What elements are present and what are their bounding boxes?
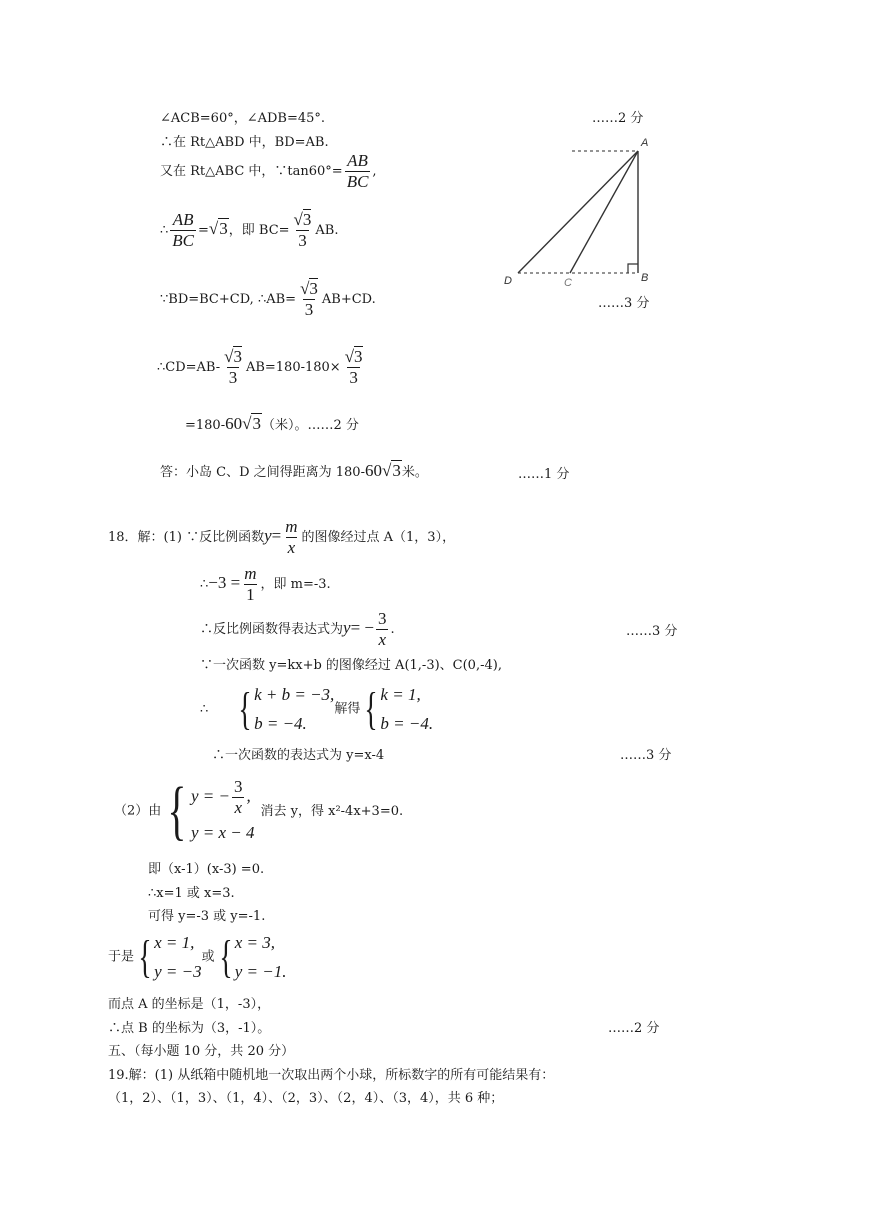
p19-line-2: （1，2）、（1，3）、（1，4）、（2，3）、（2，4）、（3，4），共 6 种；	[108, 1091, 504, 1106]
p17-score-2: ……3 分	[598, 296, 650, 311]
brace-icon: {	[238, 683, 252, 734]
p17-answer-text: 答：小岛 C、D 之间得距离为 180-	[160, 465, 365, 480]
system-row: k + b = −3,	[254, 685, 335, 704]
section-5-title: 五、（每小题 10 分，共 20 分）	[108, 1044, 295, 1059]
sqrt-3: √3	[208, 218, 228, 238]
p18-score-3: ……2 分	[608, 1021, 660, 1036]
fraction-denominator: x	[234, 798, 242, 818]
p18-solution-a	[134, 928, 202, 986]
p17-sqrt3-over-3	[298, 280, 320, 319]
p18-m-over-x	[283, 518, 299, 557]
therefore-symbol: ∴	[200, 576, 209, 592]
p17-tan60-comma: ,	[372, 163, 377, 179]
p18-lhs: −3 =	[208, 572, 241, 592]
fraction-numerator: √3	[300, 279, 318, 298]
radicand: 3	[252, 414, 261, 433]
p18-line-10: 可得 y=-3 或 y=-1.	[148, 909, 266, 924]
radicand: 3	[354, 347, 363, 366]
p18-score-1: ……3 分	[626, 624, 678, 639]
p18-line-3	[200, 610, 395, 649]
p17-line-bd-sum	[160, 280, 376, 319]
p17-answer	[160, 461, 428, 481]
radicand: 3	[302, 210, 312, 229]
label-c: C	[564, 277, 572, 289]
p18-line-11	[108, 928, 286, 986]
fraction-numerator: m	[285, 517, 298, 536]
p18-inverse-text: ∴反比例函数得表达式为	[200, 621, 344, 637]
p17-score-1: ……2 分	[592, 111, 644, 126]
fraction-denominator: BC	[346, 171, 369, 191]
fraction-numerator: 3	[233, 777, 243, 797]
p17-cd-mid: AB=180-180×	[245, 359, 341, 375]
p17-result-text: =180-	[185, 418, 226, 433]
p18-part-2	[114, 774, 404, 847]
system-row: x = 1,	[154, 933, 195, 952]
coefficient: 60	[364, 461, 382, 480]
sqrt-3: √3	[242, 414, 261, 433]
var-y: y	[264, 525, 272, 545]
p17-sqrt3-over-3	[222, 348, 244, 387]
p17-line-result	[185, 414, 359, 434]
fraction-numerator: m	[244, 564, 257, 583]
label-b: B	[641, 272, 649, 284]
fraction-numerator: AB	[347, 151, 368, 170]
p17-ab-bc-fraction	[170, 211, 196, 250]
p18-eliminate-text: 消去 y，得 x²-4x+3=0.	[260, 803, 404, 819]
radicand: 3	[219, 218, 228, 238]
p18-line-13: ∴点 B 的坐标为（3，-1）。	[108, 1021, 271, 1036]
p18-line-5	[200, 680, 433, 738]
p18-solve-text: 解得	[334, 701, 361, 717]
system-row: x = 3,	[234, 933, 275, 952]
p18-intro-tail: 的图像经过点 A（1，3），	[301, 529, 456, 545]
p18-system-1	[234, 680, 334, 738]
radicand: 3	[309, 279, 318, 298]
fraction-denominator: BC	[172, 230, 195, 250]
fraction-numerator: √3	[344, 347, 363, 366]
fraction-numerator: √3	[293, 210, 312, 229]
equals-sign: =	[271, 525, 282, 545]
comma: ,	[246, 786, 251, 806]
p18-line-2	[200, 565, 331, 604]
radicand: 3	[392, 461, 401, 480]
p18-solution-b	[215, 928, 287, 986]
label-a: A	[641, 137, 649, 149]
fraction-numerator: AB	[172, 210, 194, 229]
p17-cd-text: ∴CD=AB-	[157, 359, 221, 375]
p17-bd-sum-tail: AB+CD.	[321, 291, 376, 307]
triangle-figure	[500, 133, 665, 293]
p18-3-over-x	[376, 610, 389, 649]
p18-or-text: 或	[201, 949, 215, 965]
p18-line-12: 而点 A 的坐标是（1，-3），	[108, 997, 271, 1012]
fraction-denominator: x	[287, 537, 296, 557]
p18-part2-label: （2）由	[114, 803, 162, 819]
coefficient: 60	[225, 414, 243, 433]
p17-tan60-fraction	[345, 152, 371, 191]
p18-line-4: ∵一次函数 y=kx+b 的图像经过 A(1,-3)、C(0,-4),	[200, 658, 502, 673]
p18-thus-text: 于是	[108, 949, 135, 965]
p17-answer-unit: 米。	[401, 465, 428, 480]
equals-sign: =	[198, 222, 209, 238]
p17-line-angles: ∠ACB=60°，∠ADB=45°.	[160, 111, 326, 126]
fraction-denominator: 3	[298, 230, 307, 250]
therefore-symbol: ∴	[200, 701, 209, 717]
system-row: y = −3	[154, 962, 202, 981]
p17-result-tail: （米）。……2 分	[261, 418, 359, 433]
system-row	[191, 778, 255, 817]
p17-tan60-text: 又在 Rt△ABC 中，∵tan60°=	[160, 163, 343, 179]
therefore-symbol: ∴	[160, 222, 169, 238]
line-da	[518, 151, 638, 273]
fraction-denominator: x	[378, 629, 387, 649]
fraction-denominator: 3	[228, 367, 238, 387]
p18-m-value: ，即 m=-3.	[260, 576, 331, 592]
system-row: y = −1.	[234, 962, 287, 981]
p17-line-cd	[157, 348, 367, 387]
p17-line-tan60	[160, 152, 377, 191]
period: .	[390, 621, 395, 637]
p17-bd-sum-text: ∵BD=BC+CD, ∴AB=	[160, 291, 297, 307]
p18-system-2	[161, 774, 255, 847]
right-angle-marker	[628, 264, 638, 273]
brace-icon: {	[219, 931, 233, 982]
system-row: y = x − 4	[190, 823, 255, 843]
fraction-denominator: 1	[246, 584, 255, 604]
label-d: D	[504, 275, 512, 287]
p18-line-1	[108, 518, 455, 557]
fraction-numerator: √3	[224, 347, 242, 366]
p18-line-8: 即（x-1）(x-3) =0.	[148, 862, 265, 877]
radicand: 3	[233, 347, 242, 366]
p17-line-bc	[160, 211, 338, 250]
p17-answer-score: ……1 分	[518, 467, 570, 482]
p17-sqrt3-over-3	[343, 348, 365, 387]
p18-score-2: ……3 分	[620, 748, 672, 763]
p18-y-eq: y = −	[190, 786, 230, 806]
p18-3-over-x	[232, 778, 245, 817]
p17-bc-tail: AB.	[315, 222, 339, 238]
brace-icon: {	[138, 931, 152, 982]
system-row: b = −4.	[254, 714, 307, 733]
p18-line-9: ∴x=1 或 x=3.	[148, 886, 235, 901]
p17-bc-text: ，即 BC=	[228, 222, 290, 238]
p17-sqrt3-over-3	[292, 211, 314, 250]
brace-icon: {	[364, 683, 379, 734]
fraction-denominator: 3	[304, 299, 314, 319]
var-y: y	[343, 617, 351, 637]
fraction-numerator: 3	[378, 609, 387, 628]
p18-intro-text: 18．解：(1) ∵反比例函数	[108, 529, 265, 545]
fraction-denominator: 3	[349, 367, 358, 387]
p19-line-1: 19.解：(1) 从纸箱中随机地一次取出两个小球，所标数字的所有可能结果有：	[108, 1068, 555, 1083]
line-ca	[570, 151, 638, 273]
sqrt-3: √3	[381, 461, 401, 480]
p18-solution-1	[360, 680, 433, 738]
p17-line-bd-ab: ∴在 Rt△ABD 中，BD=AB.	[160, 135, 329, 150]
brace-icon: {	[167, 774, 187, 847]
equals-minus: = −	[350, 617, 374, 637]
system-row: k = 1,	[380, 685, 421, 704]
p18-line-6: ∴一次函数的表达式为 y=x-4	[212, 748, 385, 763]
p18-m-over-1	[242, 565, 258, 604]
system-row: b = −4.	[380, 714, 434, 733]
